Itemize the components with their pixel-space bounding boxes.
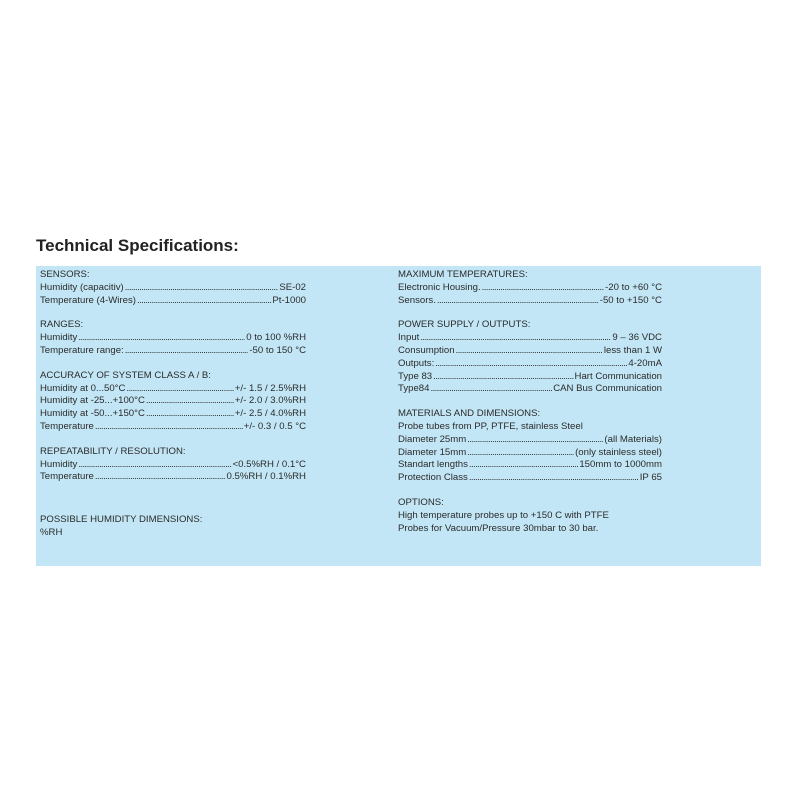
spec-label: Standart lengths: [398, 459, 468, 471]
spec-row: [40, 282, 306, 295]
spec-value: CAN Bus Communication: [553, 383, 662, 395]
dot-leader: [95, 421, 243, 434]
dot-leader: [469, 472, 639, 485]
spec-row: [40, 408, 306, 421]
spec-label: Temperature: [40, 471, 94, 483]
section-sensors: [40, 269, 306, 307]
spec-label: Consumption: [398, 344, 455, 356]
spec-label: Input: [398, 332, 420, 344]
left-column: [40, 269, 306, 552]
spec-label: Humidity at -50...+150°C: [40, 408, 145, 420]
spec-label: Humidity at -25...+100°C: [40, 395, 145, 407]
spec-row: [398, 434, 662, 447]
spec-label: Electronic Housing.: [398, 281, 481, 293]
spec-row: [40, 345, 306, 358]
spec-value: IP 65: [639, 472, 662, 484]
spec-row: [40, 332, 306, 345]
section-humidity-dimensions: [40, 514, 306, 540]
section-heading: RANGES:: [40, 319, 84, 331]
spec-value: less than 1 W: [603, 344, 662, 356]
spec-label: Temperature (4-Wires): [40, 294, 136, 306]
spec-value: +/- 2.0 / 3.0%RH: [234, 395, 306, 407]
spacer: [40, 496, 306, 514]
spec-value: +/- 0.3 / 0.5 °C: [243, 420, 306, 432]
spec-value: 4-20mA: [628, 357, 662, 369]
spec-value: 9 – 36 VDC: [612, 332, 662, 344]
section-heading: POSSIBLE HUMIDITY DIMENSIONS:: [40, 514, 203, 526]
spec-label: Protection Class: [398, 472, 468, 484]
text-line: High temperature probes up to +150 C with PTFE: [398, 509, 609, 521]
dot-leader: [482, 282, 604, 295]
spec-label: Sensors.: [398, 294, 436, 306]
dot-leader: [125, 282, 279, 295]
spec-value: (all Materials): [604, 433, 662, 445]
spec-value: SE-02: [279, 281, 306, 293]
spec-label: Humidity at 0...50°C: [40, 382, 126, 394]
spec-row: [40, 383, 306, 396]
spec-value: -50 to 150 °C: [249, 344, 306, 356]
section-accuracy: [40, 370, 306, 434]
spec-label: Humidity: [40, 458, 78, 470]
section-heading: SENSORS:: [40, 269, 90, 280]
spec-row: [398, 295, 662, 308]
section-power-supply: [398, 319, 662, 396]
spec-value: +/- 2.5 / 4.0%RH: [234, 408, 306, 420]
dot-leader: [146, 408, 234, 421]
spec-value: +/- 1.5 / 2.5%RH: [234, 382, 306, 394]
dot-leader: [125, 345, 249, 358]
spec-value: 0 to 100 %RH: [246, 332, 306, 344]
specifications-panel: [36, 266, 761, 566]
section-heading: MAXIMUM TEMPERATURES:: [398, 269, 528, 280]
page-title: Technical Specifications:: [36, 236, 239, 255]
spec-label: Outputs:: [398, 357, 435, 369]
section-heading: OPTIONS:: [398, 496, 444, 508]
spec-value: -50 to +150 °C: [599, 294, 662, 306]
section-ranges: [40, 319, 306, 357]
section-repeatability: [40, 446, 306, 484]
spec-value: 150mm to 1000mm: [579, 459, 662, 471]
dot-leader: [467, 434, 603, 447]
text-line: Probe tubes from PP, PTFE, stainless Steel: [398, 420, 583, 432]
dot-leader: [78, 332, 245, 345]
spec-label: Type84: [398, 383, 430, 395]
spec-label: Type 83: [398, 370, 433, 382]
section-materials: [398, 408, 662, 485]
spec-row: [40, 459, 306, 472]
spec-row: [398, 472, 662, 485]
spec-label: Humidity: [40, 332, 78, 344]
section-heading: REPEATABILITY / RESOLUTION:: [40, 445, 186, 457]
spec-row: [398, 345, 662, 358]
text-line: Probes for Vacuum/Pressure 30mbar to 30 bar.: [398, 522, 599, 534]
section-options: [398, 497, 662, 535]
dot-leader: [435, 358, 627, 371]
dot-leader: [137, 295, 271, 308]
right-column: [398, 269, 662, 547]
spec-row: [40, 471, 306, 484]
spec-row: [398, 358, 662, 371]
dot-leader: [456, 345, 603, 358]
text-line: %RH: [40, 526, 63, 538]
spec-value: -20 to +60 °C: [605, 281, 662, 293]
spec-row: [40, 421, 306, 434]
spec-label: Temperature: [40, 420, 94, 432]
spec-row: [398, 332, 662, 345]
spec-row: [398, 447, 662, 460]
spec-row: [398, 282, 662, 295]
dot-leader: [467, 447, 574, 460]
dot-leader: [437, 295, 599, 308]
spec-row: [40, 395, 306, 408]
dot-leader: [433, 371, 573, 384]
dot-leader: [146, 395, 234, 408]
dot-leader: [126, 383, 233, 396]
dot-leader: [469, 459, 578, 472]
section-max-temperatures: [398, 269, 662, 307]
spec-label: Temperature range:: [40, 344, 124, 356]
spec-row: [398, 459, 662, 472]
spec-value: Pt-1000: [272, 294, 306, 306]
spec-row: [398, 371, 662, 384]
section-heading: POWER SUPPLY / OUTPUTS:: [398, 319, 531, 331]
section-heading: ACCURACY OF SYSTEM CLASS A / B:: [40, 369, 211, 381]
spec-value: Hart Communication: [574, 370, 662, 382]
dot-leader: [95, 471, 226, 484]
dot-leader: [430, 383, 552, 396]
spec-row: [40, 295, 306, 308]
dot-leader: [420, 332, 611, 345]
spec-value: 0.5%RH / 0.1%RH: [226, 471, 306, 483]
spec-row: [398, 383, 662, 396]
dot-leader: [78, 459, 231, 472]
section-heading: MATERIALS AND DIMENSIONS:: [398, 408, 541, 420]
spec-label: Humidity (capacitiv): [40, 281, 124, 293]
spec-value: <0.5%RH / 0.1°C: [232, 458, 306, 470]
spec-label: Diameter 25mm: [398, 433, 467, 445]
spec-label: Diameter 15mm: [398, 446, 467, 458]
spec-value: (only stainless steel): [575, 446, 662, 458]
